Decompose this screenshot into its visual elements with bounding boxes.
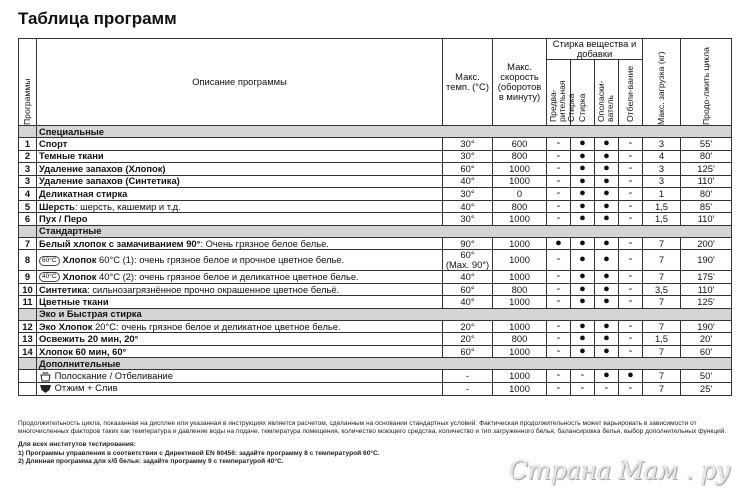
page-title: Таблица программ [18, 9, 177, 28]
header-detergent-group: Стирка вещества и добавки [547, 39, 643, 60]
wash-cell: ● [571, 296, 595, 309]
max-speed-cell: 1000 [493, 175, 547, 188]
table-row [19, 188, 732, 201]
max-temp-value: 20° [460, 333, 475, 345]
table-row [19, 237, 732, 250]
section-num-cell [19, 225, 37, 237]
header-duration: Продо-лжить цикла [681, 39, 732, 126]
programs-table [18, 38, 732, 396]
softener-cell: ● [595, 237, 619, 250]
header-max-temp: Макс. темп. (°С) [443, 39, 493, 126]
bleach-cell: ● [619, 370, 643, 383]
header-programs: Программы [19, 39, 37, 126]
max-load-cell: 1 [643, 188, 681, 201]
max-temp-value: 40° [460, 175, 475, 187]
max-temp-cell [443, 370, 493, 383]
bleach-cell: - [619, 175, 643, 188]
watermark-logo: Страна Мам . ру [508, 456, 730, 485]
max-temp-value: 30° [460, 188, 475, 200]
max-speed-cell: 800 [493, 283, 547, 296]
section-row [19, 225, 732, 237]
max-temp-cell [443, 213, 493, 226]
max-speed-cell: 1000 [493, 345, 547, 358]
duration-cell: 50' [681, 370, 732, 383]
program-description [37, 345, 443, 358]
tests-title: Для всех институтов тестирования: [18, 441, 136, 449]
prewash-cell: - [547, 345, 571, 358]
max-speed-cell: 1000 [493, 163, 547, 176]
program-description [37, 175, 443, 188]
max-speed-cell: 1000 [493, 296, 547, 309]
wash-cell: ● [571, 175, 595, 188]
softener-cell: ● [595, 163, 619, 176]
wash-cell: ● [571, 271, 595, 284]
program-details: 20°C: очень грязное белое и деликатное цветное белье. [92, 320, 341, 332]
softener-cell: ● [595, 200, 619, 213]
program-details: Полоскание / Отбеливание [54, 369, 173, 381]
duration-cell: 60' [681, 345, 732, 358]
program-description [37, 138, 443, 151]
softener-cell: ● [595, 150, 619, 163]
header-softener: Ополаски-ватель [595, 59, 619, 125]
max-temp-cell [443, 345, 493, 358]
program-name: Темные ткани [39, 150, 104, 162]
program-description [37, 188, 443, 201]
prewash-cell: - [547, 333, 571, 346]
max-temp-cell [443, 271, 493, 284]
max-temp-value: 20° [460, 320, 475, 332]
program-name: Спорт [39, 137, 68, 149]
program-number: 1 [19, 138, 37, 151]
header-max-speed: Макс. скорость (оборотов в минуту) [493, 39, 547, 126]
prewash-cell: - [547, 283, 571, 296]
max-temp-cell [443, 200, 493, 213]
max-speed-cell: 1000 [493, 250, 547, 271]
header-bleach: Отбели-вание [619, 59, 643, 125]
program-number: 13 [19, 333, 37, 346]
duration-cell: 110' [681, 213, 732, 226]
program-description [37, 213, 443, 226]
program-description [37, 250, 443, 271]
max-load-cell: 4 [643, 150, 681, 163]
table-row [19, 250, 732, 271]
max-temp-cell [443, 250, 493, 271]
prewash-cell: - [547, 188, 571, 201]
wash-cell: ● [571, 150, 595, 163]
max-temp-cell [443, 382, 493, 395]
wash-cell: ● [571, 345, 595, 358]
section-row [19, 126, 732, 138]
max-temp-value: 90° [460, 237, 475, 249]
prewash-cell: - [547, 175, 571, 188]
max-temp-value: - [465, 370, 470, 382]
max-load-cell: 3 [643, 138, 681, 151]
duration-cell: 125' [681, 163, 732, 176]
program-number: 2 [19, 150, 37, 163]
duration-cell: 190' [681, 250, 732, 271]
bleach-cell: - [619, 250, 643, 271]
max-temp-value: 30° [460, 137, 475, 149]
program-number: 5 [19, 200, 37, 213]
duration-cell: 110' [681, 283, 732, 296]
program-number: 10 [19, 283, 37, 296]
max-load-cell: 1,5 [643, 333, 681, 346]
program-name: Хлопок 60 мин, 60° [39, 345, 127, 357]
footer-note: Продолжительность цикла, показанная на дисплее или указанная в инструкциях является расчетом, сделанным на основании стандартных условий. Фактическая продолжительность может варьировать в зависимости от многочисленных факторов таких как температура и давление воды на подаче, температура помещения, количество моющего средства, количество и тип загруженного белья, балансировка белья, выбор дополнительных функций. [18, 420, 727, 436]
program-number: 14 [19, 345, 37, 358]
duration-cell: 175' [681, 271, 732, 284]
bleach-cell: - [619, 200, 643, 213]
bleach-cell: - [619, 320, 643, 333]
program-details: : сильнозагрязнённое прочно окрашенное цветное бельё. [87, 283, 340, 295]
max-temp-note: (Max. 90°) [445, 259, 490, 271]
duration-cell: 25' [681, 382, 732, 395]
section-label: Специальные [37, 126, 732, 138]
softener-cell: ● [595, 345, 619, 358]
duration-cell: 85' [681, 200, 732, 213]
max-temp-cell [443, 188, 493, 201]
program-name: Цветные ткани [39, 296, 109, 308]
softener-cell: ● [595, 320, 619, 333]
prewash-cell: - [547, 150, 571, 163]
program-description [37, 163, 443, 176]
wash-cell: ● [571, 213, 595, 226]
duration-cell: 110' [681, 175, 732, 188]
max-temp-cell [443, 150, 493, 163]
duration-cell: 200' [681, 237, 732, 250]
program-number: 3 [19, 175, 37, 188]
wash-cell: - [571, 370, 595, 383]
max-temp-cell [443, 296, 493, 309]
softener-cell: ● [595, 250, 619, 271]
table-row [19, 345, 732, 358]
section-label: Эко и Быстрая стирка [37, 308, 732, 320]
program-description [37, 296, 443, 309]
header-prewash: Предва-рительная Стирка [547, 59, 571, 125]
prewash-cell: - [547, 296, 571, 309]
max-speed-cell: 800 [493, 150, 547, 163]
prewash-cell: - [547, 200, 571, 213]
test-2: 2) Длинная программа для х/б белья: задайте программу 9 с температурой 40°C. [18, 457, 284, 465]
bleach-cell: - [619, 237, 643, 250]
max-load-cell: 7 [643, 271, 681, 284]
max-load-cell: 7 [643, 370, 681, 383]
program-description [37, 320, 443, 333]
program-description [37, 333, 443, 346]
program-number: 9 [19, 271, 37, 284]
program-number: 8 [19, 250, 37, 271]
duration-cell: 80' [681, 150, 732, 163]
wash-cell: ● [571, 250, 595, 271]
section-label: Стандартные [37, 225, 732, 237]
program-name: Удаление запахов (Хлопок) [39, 162, 166, 174]
softener-cell: ● [595, 213, 619, 226]
program-details: 40°C (2): очень грязное белое и деликатное цветное белье. [96, 270, 359, 282]
max-temp-value: 60° [460, 283, 475, 295]
program-description [37, 200, 443, 213]
table-row [19, 333, 732, 346]
program-number: 12 [19, 320, 37, 333]
table-row [19, 370, 732, 383]
bleach-cell: - [619, 283, 643, 296]
program-description [37, 370, 443, 383]
max-temp-value: 30° [460, 150, 475, 162]
program-description [37, 271, 443, 284]
max-load-cell: 7 [643, 250, 681, 271]
max-load-cell: 3,5 [643, 283, 681, 296]
table-row [19, 382, 732, 395]
programs-body [19, 126, 732, 396]
header-wash: Стирка [571, 59, 595, 125]
program-number: 6 [19, 213, 37, 226]
softener-cell: ● [595, 138, 619, 151]
max-load-cell: 3 [643, 163, 681, 176]
section-num-cell [19, 308, 37, 320]
max-temp-cell [443, 333, 493, 346]
temperature-icon: 60°C [39, 256, 60, 266]
program-number [19, 370, 37, 383]
table-row [19, 296, 732, 309]
max-temp-cell [443, 320, 493, 333]
wash-cell: ● [571, 138, 595, 151]
max-load-cell: 7 [643, 345, 681, 358]
bleach-cell: - [619, 382, 643, 395]
header-description: Описание программы [37, 39, 443, 126]
table-row [19, 175, 732, 188]
prewash-cell: - [547, 138, 571, 151]
program-description [37, 382, 443, 395]
max-speed-cell: 1000 [493, 320, 547, 333]
section-row [19, 308, 732, 320]
prewash-cell: - [547, 382, 571, 395]
softener-cell: ● [595, 271, 619, 284]
program-details: : шерсть, кашемир и т.д. [74, 200, 181, 212]
table-row [19, 163, 732, 176]
max-temp-cell [443, 237, 493, 250]
max-speed-cell: 1000 [493, 370, 547, 383]
duration-cell: 20' [681, 333, 732, 346]
max-temp-value: 60° [460, 249, 475, 261]
spin-drain-icon [39, 383, 52, 394]
program-description [37, 150, 443, 163]
max-load-cell: 1,5 [643, 200, 681, 213]
program-number: 7 [19, 237, 37, 250]
program-description [37, 237, 443, 250]
max-temp-value: 30° [460, 213, 475, 225]
max-speed-cell: 1000 [493, 271, 547, 284]
max-speed-cell: 600 [493, 138, 547, 151]
max-temp-value: 40° [460, 296, 475, 308]
prewash-cell: - [547, 250, 571, 271]
program-details: Отжим + Слив [54, 382, 118, 394]
max-temp-cell [443, 138, 493, 151]
duration-cell: 55' [681, 138, 732, 151]
softener-cell: ● [595, 175, 619, 188]
max-load-cell: 3 [643, 175, 681, 188]
wash-cell: ● [571, 320, 595, 333]
max-speed-cell: 1000 [493, 213, 547, 226]
program-name: Хлопок [62, 270, 97, 282]
program-number [19, 382, 37, 395]
max-temp-value: 40° [460, 200, 475, 212]
table-row [19, 283, 732, 296]
program-name: Синтетика [39, 283, 88, 295]
test-1: 1) Программы управления в соответствии с Директивой EN 60456: задайте программу 8 с температурой 60°C. [18, 449, 380, 457]
max-temp-value: - [465, 382, 470, 394]
section-label: Дополнительные [37, 358, 732, 370]
bleach-cell: - [619, 345, 643, 358]
max-load-cell: 7 [643, 237, 681, 250]
program-details: : Очень грязное белое белье. [200, 237, 329, 249]
program-name: Освежить 20 мин, 20° [39, 333, 139, 345]
softener-cell: ● [595, 283, 619, 296]
bleach-cell: - [619, 271, 643, 284]
wash-cell: - [571, 382, 595, 395]
wash-cell: ● [571, 237, 595, 250]
max-speed-cell: 1000 [493, 382, 547, 395]
section-num-cell [19, 126, 37, 138]
wash-cell: ● [571, 163, 595, 176]
wash-cell: ● [571, 333, 595, 346]
max-load-cell: 7 [643, 296, 681, 309]
program-description [37, 283, 443, 296]
bleach-cell: - [619, 163, 643, 176]
table-row [19, 213, 732, 226]
max-temp-cell [443, 175, 493, 188]
program-name: Белый хлопок с замачиванием 90° [39, 237, 201, 249]
max-speed-cell: 800 [493, 333, 547, 346]
softener-cell: ● [595, 370, 619, 383]
temperature-icon: 40°C [39, 272, 60, 282]
program-name: Удаление запахов (Синтетика) [39, 175, 180, 187]
table-row [19, 200, 732, 213]
prewash-cell: - [547, 213, 571, 226]
program-details: 60°C (1): очень грязное белое и прочное цветное белье. [96, 253, 345, 265]
bleach-cell: - [619, 138, 643, 151]
wash-cell: ● [571, 188, 595, 201]
bleach-cell: - [619, 296, 643, 309]
table-row [19, 271, 732, 284]
header-max-load: Макс. загрузка (кг) [643, 39, 681, 126]
table-row [19, 138, 732, 151]
max-temp-value: 60° [460, 162, 475, 174]
table-row [19, 320, 732, 333]
max-speed-cell: 1000 [493, 237, 547, 250]
bleach-cell: - [619, 188, 643, 201]
section-num-cell [19, 358, 37, 370]
program-number: 11 [19, 296, 37, 309]
prewash-cell: - [547, 320, 571, 333]
program-name: Шерсть [39, 200, 75, 212]
max-speed-cell: 800 [493, 200, 547, 213]
max-temp-value: 40° [460, 270, 475, 282]
wash-cell: ● [571, 200, 595, 213]
section-row [19, 358, 732, 370]
prewash-cell: - [547, 370, 571, 383]
bleach-cell: - [619, 213, 643, 226]
max-load-cell: 1,5 [643, 213, 681, 226]
max-load-cell: 7 [643, 382, 681, 395]
prewash-cell: - [547, 163, 571, 176]
max-speed-cell: 0 [493, 188, 547, 201]
max-load-cell: 7 [643, 320, 681, 333]
softener-cell: ● [595, 333, 619, 346]
duration-cell: 125' [681, 296, 732, 309]
softener-cell: - [595, 382, 619, 395]
rinse-icon [39, 371, 52, 382]
prewash-cell: - [547, 271, 571, 284]
duration-cell: 190' [681, 320, 732, 333]
max-temp-value: 60° [460, 345, 475, 357]
program-name: Хлопок [62, 253, 97, 265]
bleach-cell: - [619, 150, 643, 163]
program-name: Эко Хлопок [39, 320, 93, 332]
softener-cell: ● [595, 296, 619, 309]
softener-cell: ● [595, 188, 619, 201]
max-temp-cell [443, 283, 493, 296]
prewash-cell: ● [547, 237, 571, 250]
program-name: Пух / Перо [39, 213, 88, 225]
program-number: 3 [19, 163, 37, 176]
duration-cell: 80' [681, 188, 732, 201]
program-number: 4 [19, 188, 37, 201]
program-name: Деликатная стирка [39, 188, 128, 200]
bleach-cell: - [619, 333, 643, 346]
table-row [19, 150, 732, 163]
wash-cell: ● [571, 283, 595, 296]
max-temp-cell [443, 163, 493, 176]
